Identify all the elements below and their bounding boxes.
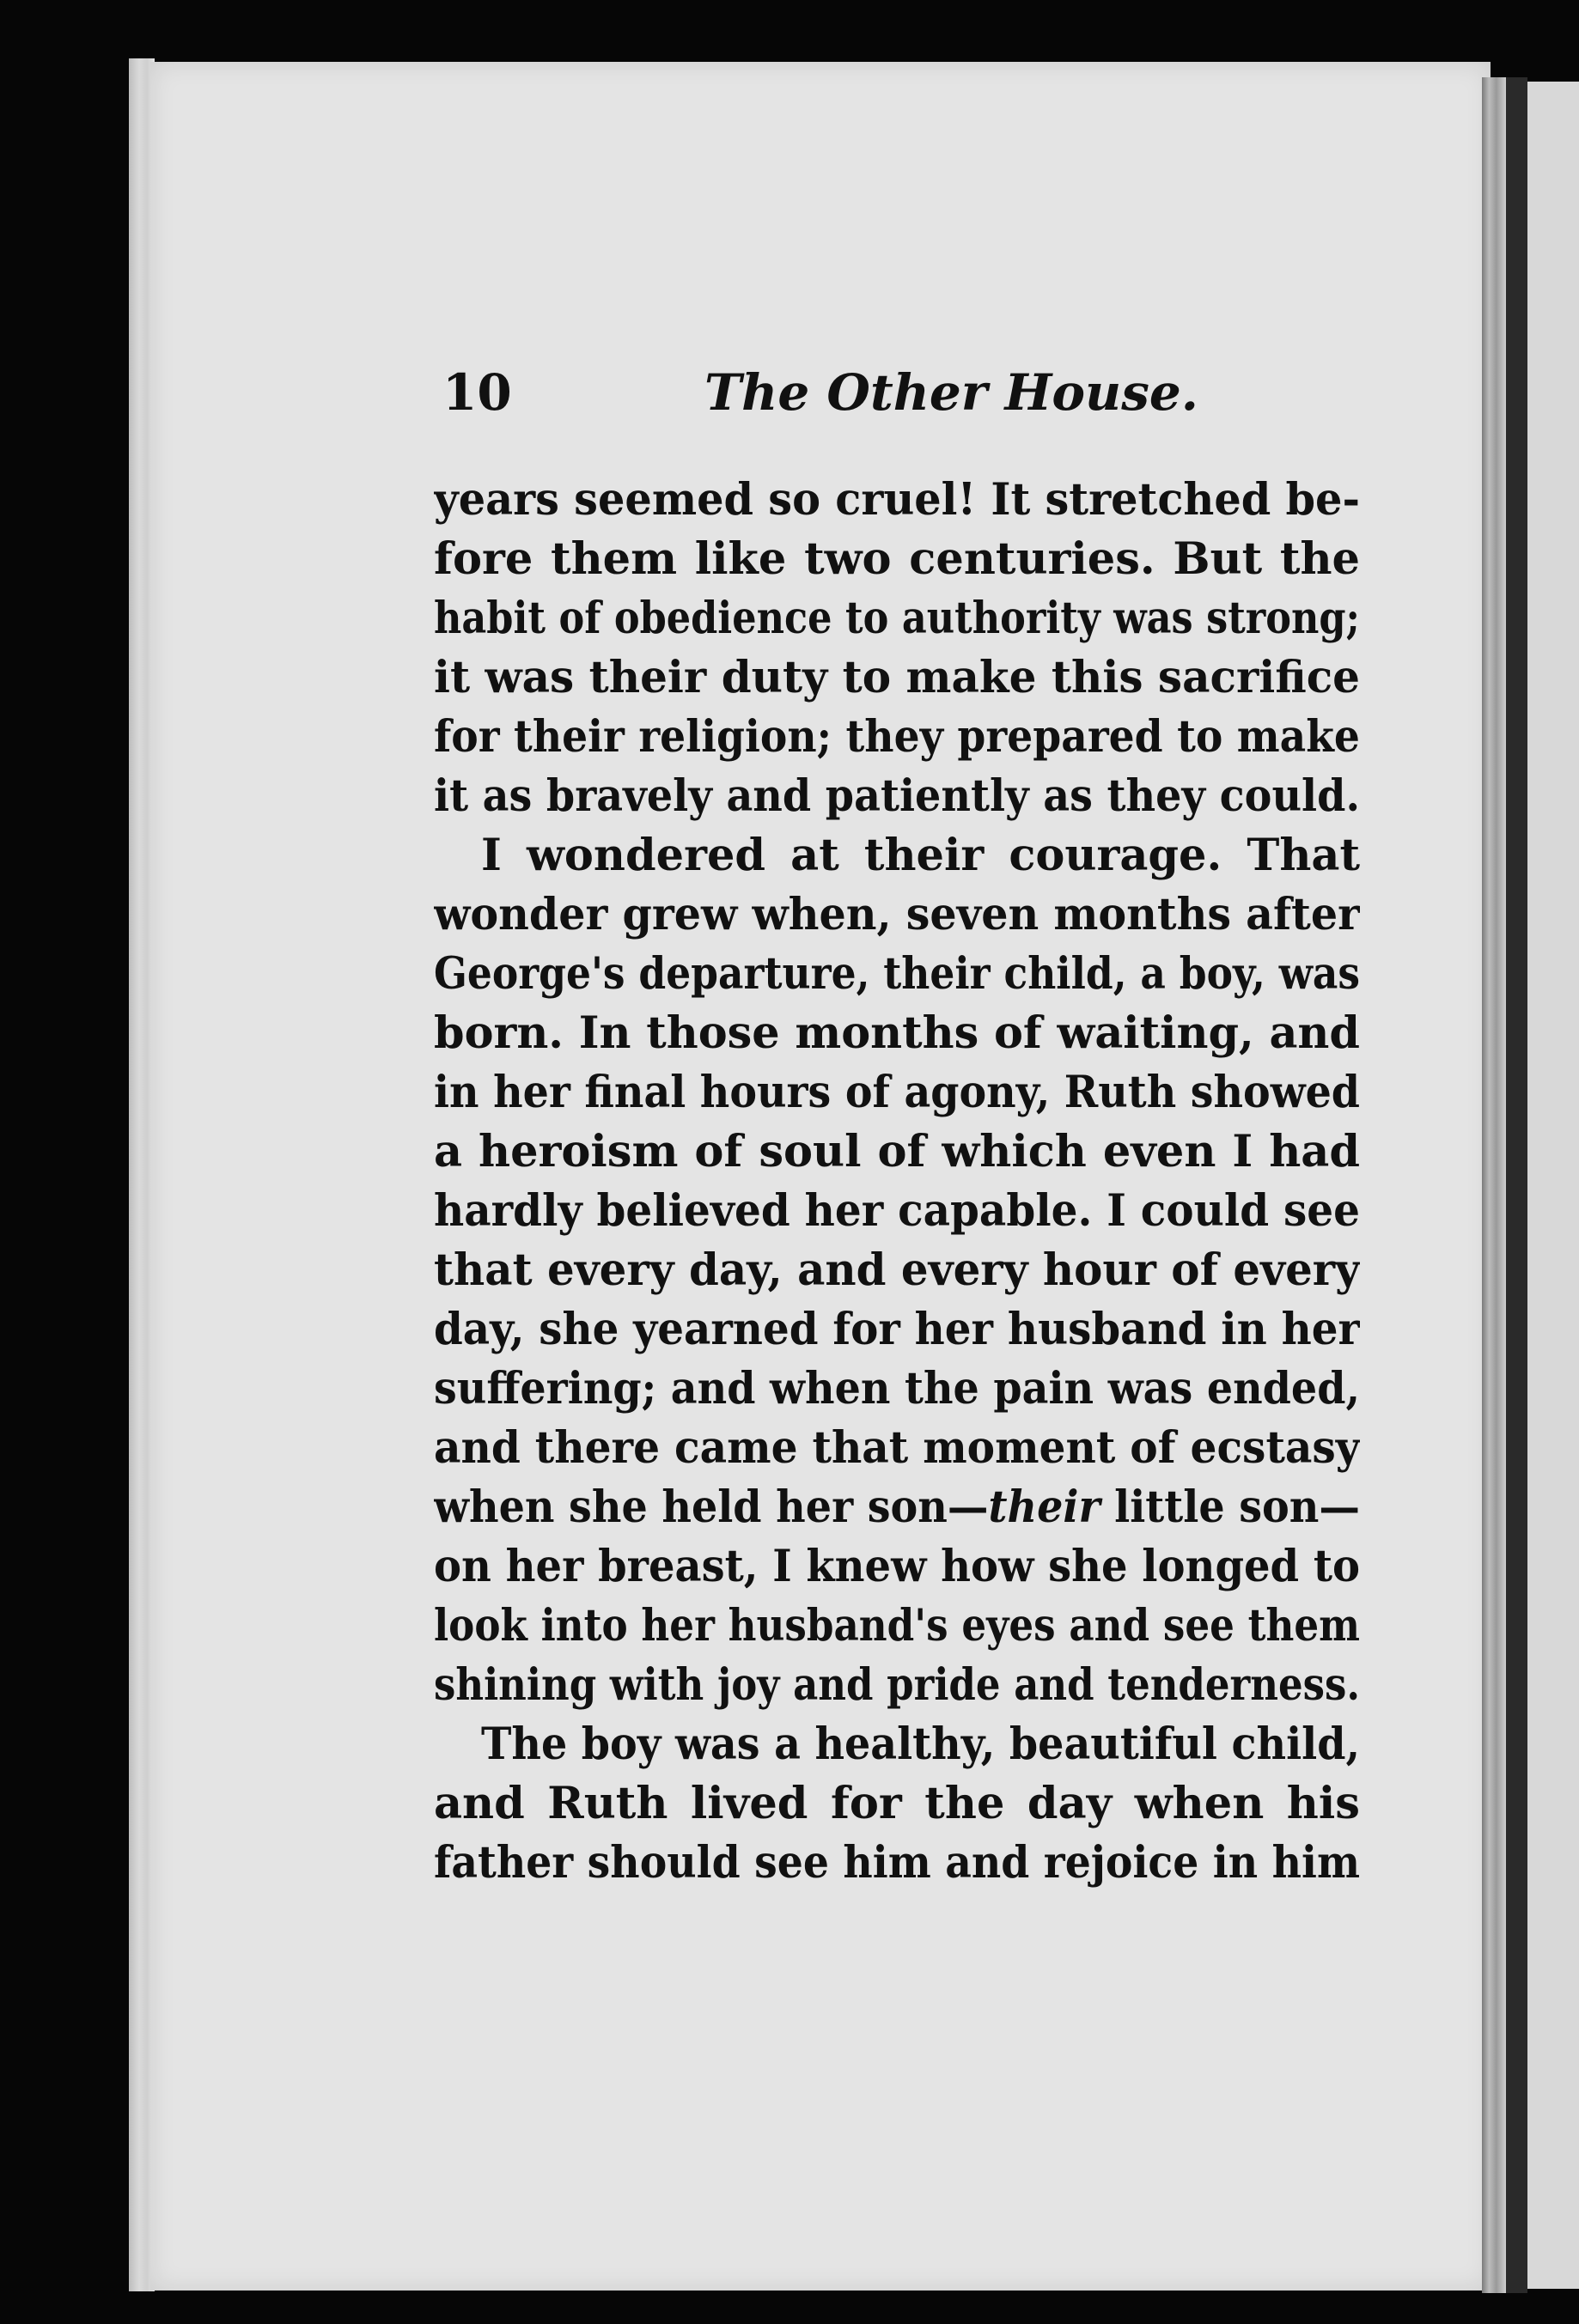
italic-emphasis: their [988, 1481, 1100, 1533]
text-line: I wondered at their courage. That [481, 830, 1360, 881]
next-leaf-edge [1482, 77, 1506, 2293]
page-gutter-shadow [1506, 77, 1527, 2293]
text-line: The boy was a healthy, beautiful child, [481, 1719, 1360, 1770]
text-line: and Ruth lived for the day when his [434, 1778, 1360, 1829]
text-line: look into her husband's eyes and see them [434, 1600, 1360, 1652]
text-line: father should see him and rejoice in him [434, 1837, 1360, 1889]
text-line: a heroism of soul of which even I had [434, 1126, 1360, 1177]
text-line: fore them like two centuries. But the [434, 533, 1360, 585]
page-header [442, 348, 1366, 429]
body-text [434, 471, 1360, 1893]
text-line: it as bravely and patiently as they could. [434, 770, 1360, 822]
text-line: hardly believed her capable. I could see [434, 1185, 1360, 1237]
text-line: and there came that moment of ecstasy [434, 1422, 1360, 1474]
text-line: George's departure, their child, a boy, was [434, 948, 1360, 1000]
text-line-segment: when she held her son— [434, 1481, 989, 1533]
text-line: in her final hours of agony, Ruth showed [434, 1067, 1360, 1118]
text-line-segment: little son— [1100, 1481, 1360, 1533]
text-line: on her breast, I knew how she longed to [434, 1541, 1360, 1592]
text-line: wonder grew when, seven months after [434, 889, 1360, 940]
text-line: shining with joy and pride and tenderness. [434, 1659, 1360, 1711]
text-line: years seemed so cruel! It stretched be- [434, 474, 1360, 526]
text-line [434, 1478, 1360, 1537]
text-line: it was their duty to make this sacrifice [434, 652, 1360, 703]
text-line: suffering; and when the pain was ended, [434, 1363, 1360, 1414]
text-line: for their religion; they prepared to make [434, 711, 1360, 763]
page-number: 10 [442, 363, 512, 422]
next-page-sliver [1527, 82, 1579, 2289]
text-line: born. In those months of waiting, and [434, 1007, 1360, 1059]
running-title: The Other House. [704, 363, 1198, 422]
text-line: habit of obedience to authority was strong; [434, 593, 1360, 644]
text-line: day, she yearned for her husband in her [434, 1304, 1360, 1355]
text-line: that every day, and every hour of every [434, 1244, 1360, 1296]
